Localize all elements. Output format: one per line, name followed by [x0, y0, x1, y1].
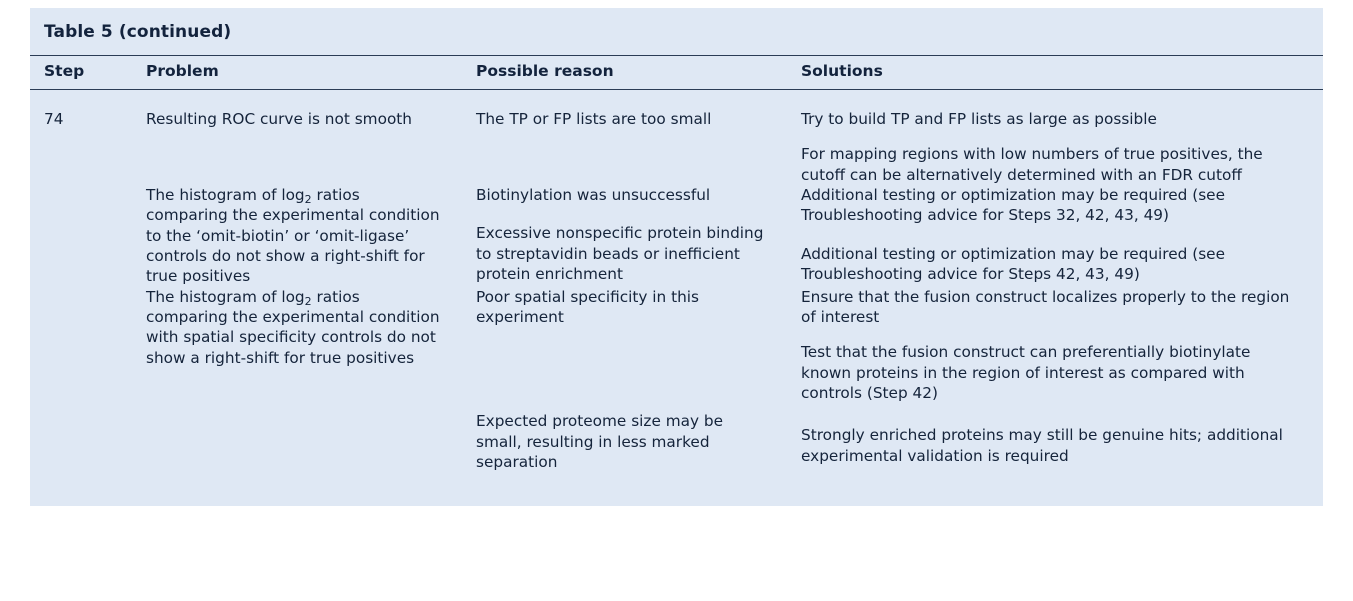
- table-caption: Table 5 (continued): [44, 22, 232, 42]
- table-header-row: [30, 56, 1323, 90]
- column-header-step: Step: [30, 56, 132, 90]
- troubleshooting-table-container: [30, 8, 1323, 506]
- cell-possible-reason: [462, 287, 787, 473]
- cell-solutions: [787, 90, 1323, 186]
- problem-text: Resulting ROC curve is not smooth: [146, 110, 412, 128]
- table-row: [30, 287, 1323, 473]
- cell-solutions: [787, 185, 1323, 287]
- subscript-2: 2: [304, 193, 312, 207]
- table-row: [30, 90, 1323, 186]
- cell-problem: [132, 287, 462, 473]
- solution-text: Additional testing or optimization may be required (see Troubleshooting advice for Steps 42, 43, 49): [801, 244, 1225, 284]
- cell-possible-reason: [462, 185, 787, 287]
- cell-step-empty: [30, 287, 132, 473]
- reason-text: Poor spatial specificity in this experiment: [476, 287, 700, 327]
- column-header-problem: Problem: [132, 56, 462, 90]
- cell-possible-reason: [462, 90, 787, 186]
- solution-text: Try to build TP and FP lists as large as possible: [801, 110, 1157, 128]
- solution-text: For mapping regions with low numbers of true positives, the cutoff can be alternatively determined with an FDR cutoff: [801, 145, 1263, 184]
- subscript-2: 2: [304, 294, 312, 308]
- solution-text: Test that the fusion construct can preferentially biotinylate known proteins in the region of interest as compared with controls (Step 42): [801, 343, 1251, 403]
- cell-problem: [132, 90, 462, 186]
- solution-text: Ensure that the fusion construct localizes properly to the region of interest: [801, 287, 1290, 327]
- cell-step-empty: [30, 185, 132, 287]
- solution-text: Additional testing or optimization may be required (see Troubleshooting advice for Steps 32, 42, 43, 49): [801, 186, 1225, 225]
- reason-text: Excessive nonspecific protein binding to streptavidin beads or inefficient protein enrichment: [476, 224, 764, 284]
- table-bottom-padding: [30, 472, 1323, 506]
- problem-text: The histogram of $\log_2$ ratios comparing the experimental condition to the ‘omit-biotin’ or ‘omit-ligase’ controls do not show a right-shift for true positives: [146, 186, 440, 286]
- table-header: [30, 56, 1323, 90]
- cell-solutions: [787, 287, 1323, 473]
- cell-step: 74: [44, 110, 64, 128]
- reason-text: Expected proteome size may be small, resulting in less marked separation: [476, 412, 724, 472]
- table-row: [30, 185, 1323, 287]
- reason-text: The TP or FP lists are too small: [476, 110, 712, 128]
- table-body: [30, 90, 1323, 473]
- reason-text: Biotinylation was unsuccessful: [476, 186, 711, 205]
- column-header-possible-reason: Possible reason: [462, 56, 787, 90]
- solution-text: Strongly enriched proteins may still be genuine hits; additional experimental validation is required: [801, 426, 1283, 465]
- problem-text: The histogram of $\log_2$ ratios comparing the experimental condition with spatial specificity controls do not show a right-shift for true positives: [146, 287, 440, 367]
- cell-problem: [132, 185, 462, 287]
- troubleshooting-table: [30, 55, 1323, 472]
- column-header-solutions: Solutions: [787, 56, 1323, 90]
